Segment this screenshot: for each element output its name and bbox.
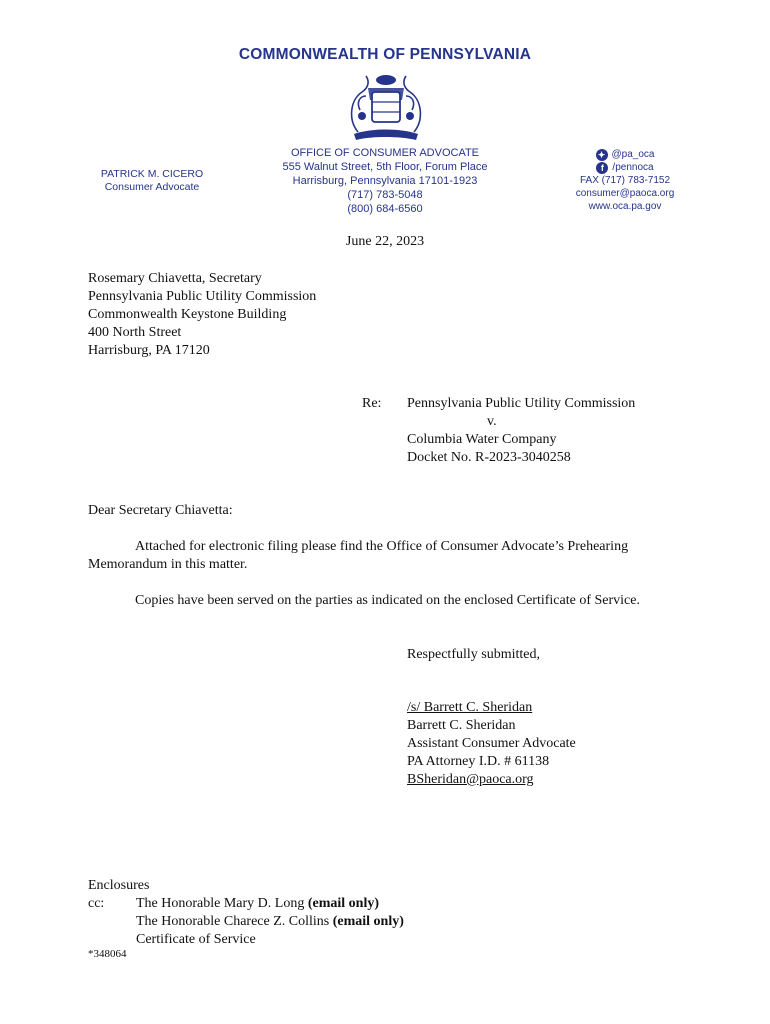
office-website: www.oca.pa.gov — [588, 201, 662, 212]
body-p1-line2: Memorandum in this matter. — [88, 557, 248, 572]
salutation: Dear Secretary Chiavetta: — [88, 503, 233, 518]
addressee-line: Commonwealth Keystone Building — [88, 307, 287, 322]
signer-title: Assistant Consumer Advocate — [407, 736, 576, 751]
cc-row — [88, 913, 404, 931]
signature-block — [407, 699, 576, 789]
cc-label: cc: — [88, 896, 105, 911]
pennsylvania-seal-icon — [338, 70, 434, 146]
facebook-icon: f — [596, 162, 608, 174]
cc-recipient-2: The Honorable Charece Z. Collins — [136, 914, 330, 929]
re-block — [407, 395, 635, 467]
document-number: *348064 — [88, 948, 127, 960]
cc-row — [88, 931, 404, 949]
enclosures-label: Enclosures — [88, 878, 150, 893]
addressee-block — [88, 270, 316, 360]
re-label: Re: — [362, 396, 382, 411]
office-phone2: (800) 684-6560 — [347, 203, 423, 215]
attorney-id: PA Attorney I.D. # 61138 — [407, 754, 550, 769]
twitter-icon: ✦ — [596, 149, 608, 161]
body-paragraph-2 — [88, 592, 688, 610]
body-p1-line1: Attached for electronic filing please find the Office of Consumer Advocate’s Prehearing — [135, 539, 629, 554]
fax-number: FAX (717) 783-7152 — [579, 175, 671, 186]
re-line3: Columbia Water Company — [407, 432, 557, 447]
advocate-title: Consumer Advocate — [104, 181, 200, 193]
cc-recipient-1: The Honorable Mary D. Long — [136, 896, 305, 911]
addressee-line: 400 North Street — [88, 325, 182, 340]
signer-email-link[interactable]: BSheridan@paoca.org — [407, 772, 534, 787]
cc-enclosure-item: Certificate of Service — [136, 932, 256, 947]
consumer-advocate-block — [88, 168, 216, 194]
office-name: OFFICE OF CONSUMER ADVOCATE — [290, 147, 480, 159]
closing: Respectfully submitted, — [407, 647, 540, 662]
office-address-block — [260, 146, 510, 216]
body-paragraph-1 — [88, 538, 688, 574]
office-address-line2: Harrisburg, Pennsylvania 17101-1923 — [292, 175, 478, 187]
office-email: consumer@paoca.org — [575, 188, 675, 199]
contact-block — [560, 148, 690, 213]
letter-date: June 22, 2023 — [345, 234, 425, 249]
facebook-row — [560, 161, 690, 174]
addressee-line: Rosemary Chiavetta, Secretary — [88, 271, 262, 286]
office-phone1: (717) 783-5048 — [347, 189, 423, 201]
facebook-handle: /pennoca — [612, 162, 654, 173]
twitter-row — [560, 148, 690, 161]
cc-recipient-2-note: (email only) — [332, 914, 404, 929]
addressee-line: Harrisburg, PA 17120 — [88, 343, 210, 358]
cc-recipient-1-note: (email only) — [307, 896, 379, 911]
electronic-signature: /s/ Barrett C. Sheridan — [407, 700, 533, 715]
letterhead-title: COMMONWEALTH OF PENNSYLVANIA — [238, 46, 532, 63]
enclosures-block — [88, 877, 404, 949]
twitter-handle: @pa_oca — [611, 149, 655, 160]
re-line1: Pennsylvania Public Utility Commission — [407, 396, 636, 411]
re-line2: v. — [487, 414, 497, 429]
body-p2: Copies have been served on the parties as indicated on the enclosed Certificate of Service. — [135, 593, 640, 608]
cc-row — [88, 895, 404, 913]
advocate-name: PATRICK M. CICERO — [100, 168, 204, 180]
office-address-line1: 555 Walnut Street, 5th Floor, Forum Place — [282, 161, 488, 173]
addressee-line: Pennsylvania Public Utility Commission — [88, 289, 317, 304]
re-line4: Docket No. R-2023-3040258 — [407, 450, 571, 465]
signer-name: Barrett C. Sheridan — [407, 718, 516, 733]
